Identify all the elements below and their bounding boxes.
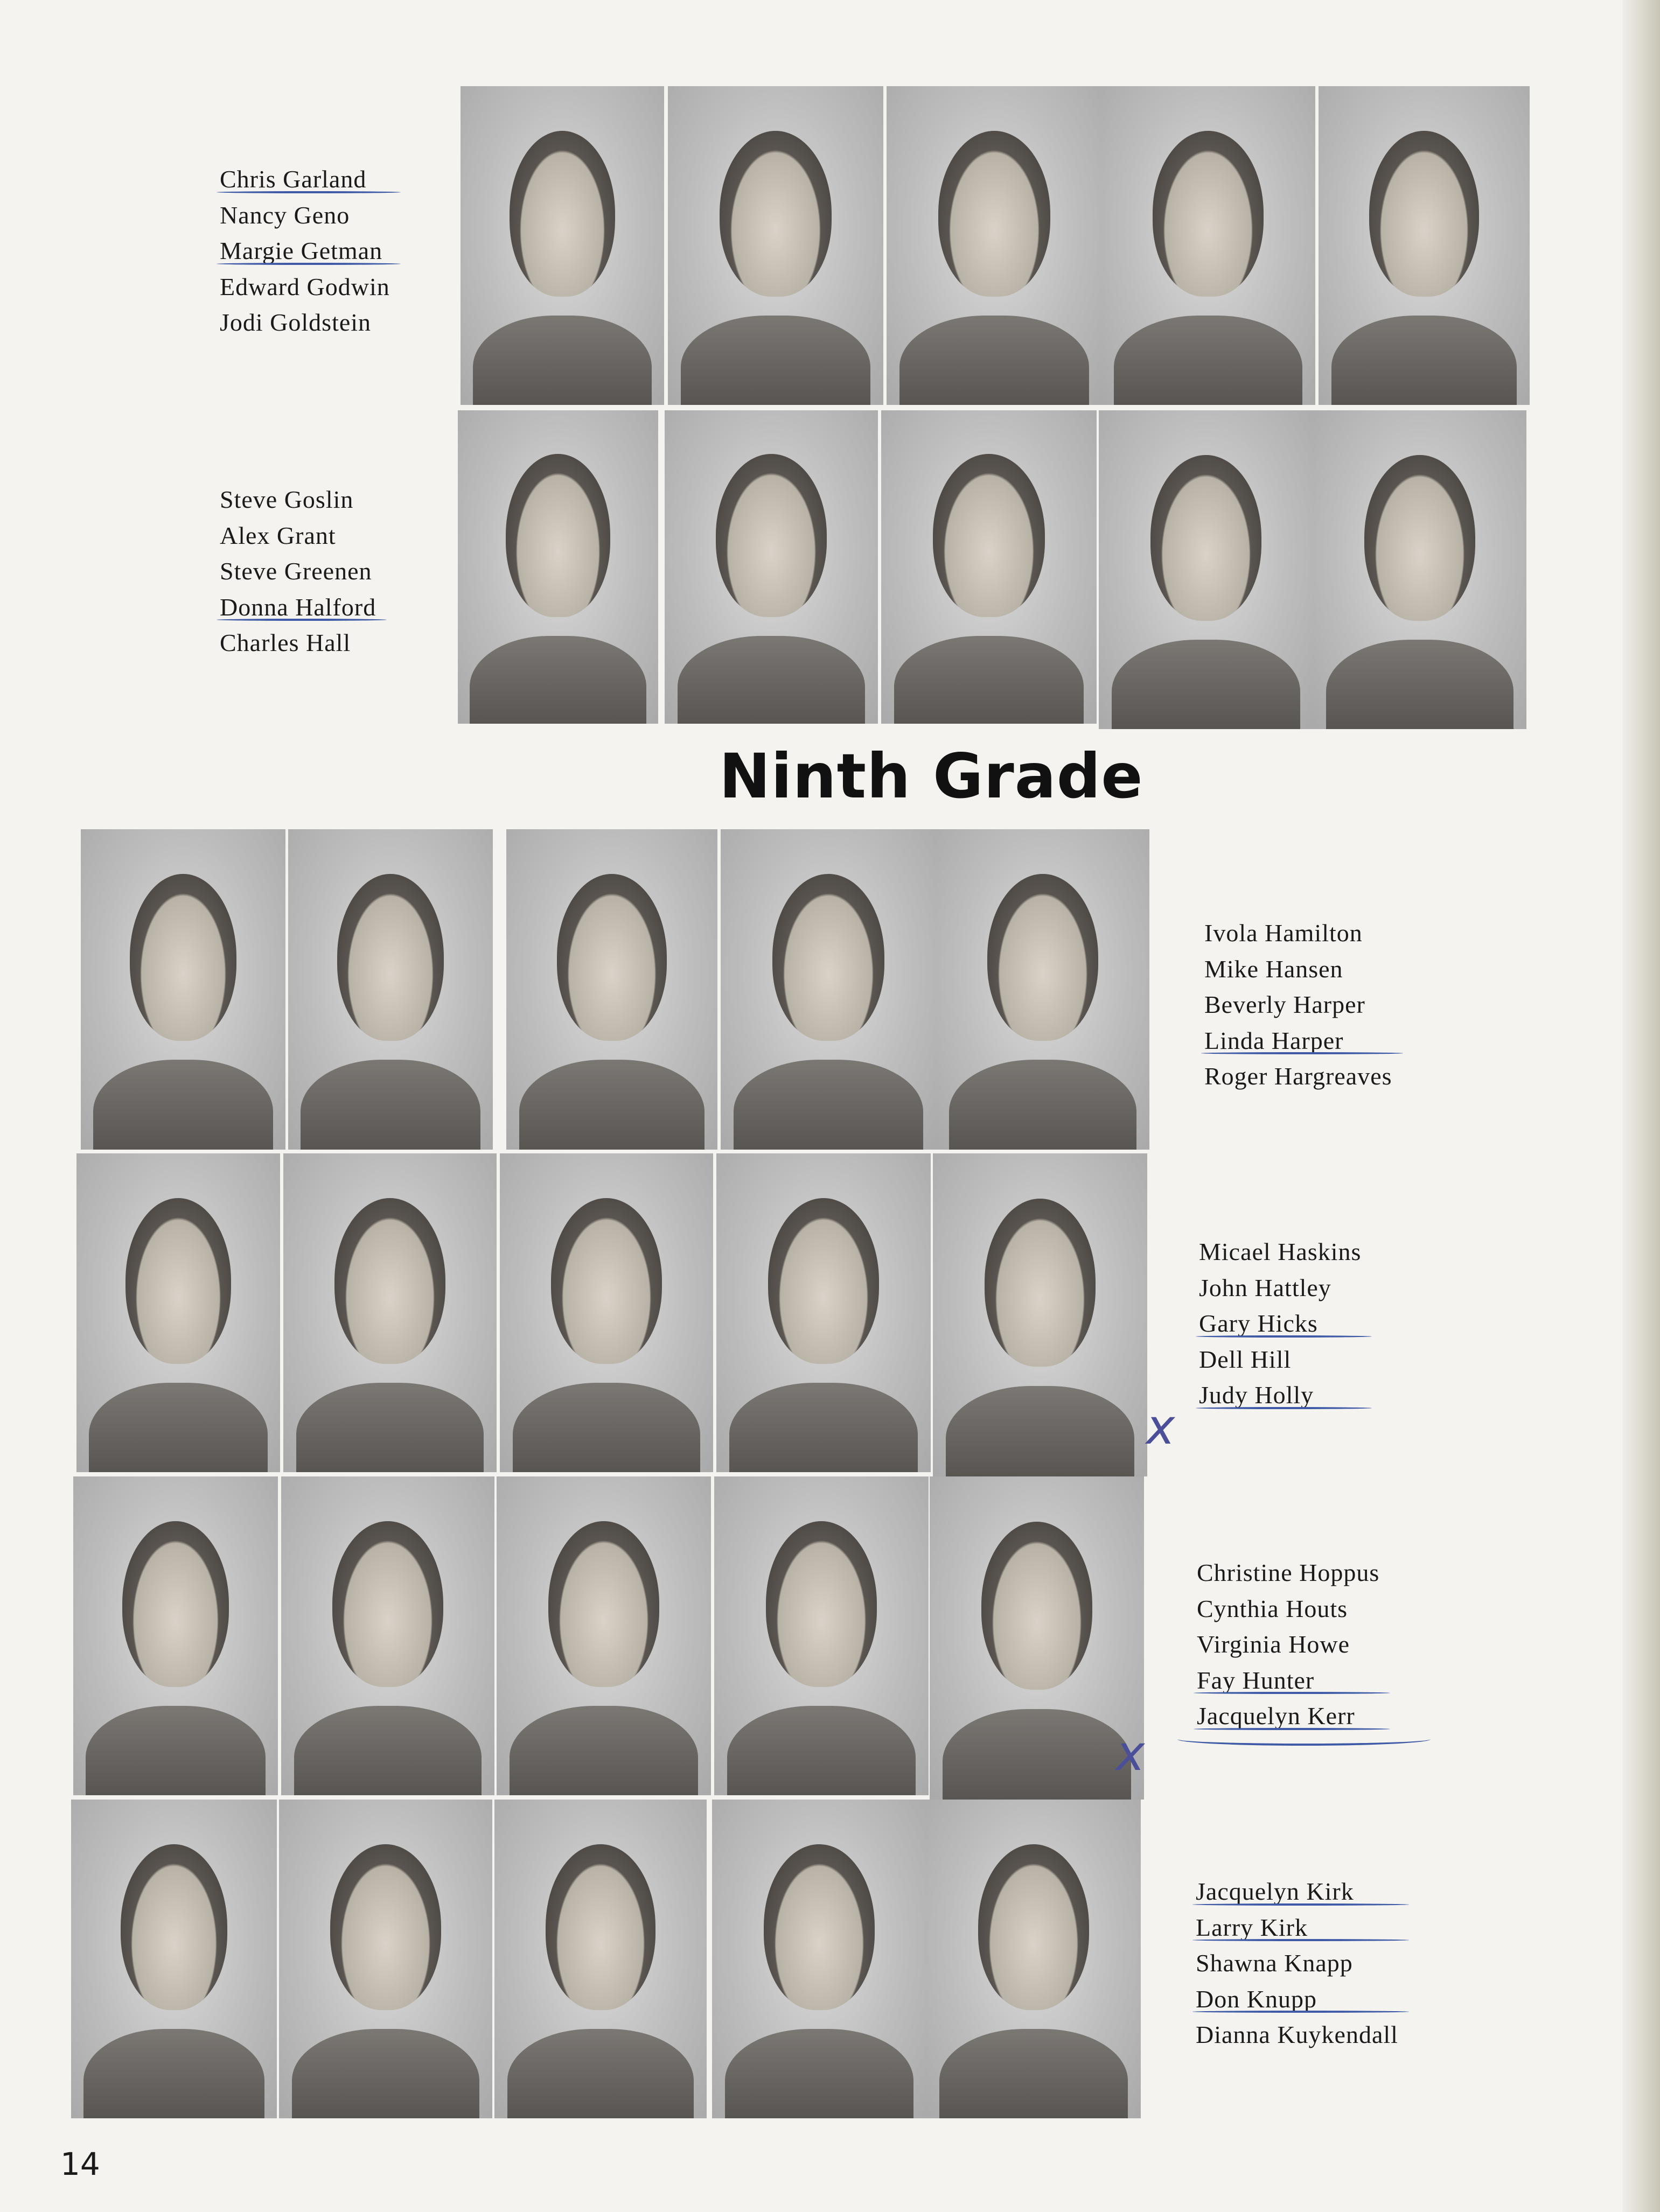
student-photo [500,1153,713,1472]
student-photo [1099,410,1313,729]
student-name: Mike Hansen [1204,955,1343,983]
student-name: Cynthia Houts [1197,1594,1348,1622]
student-photo [497,1476,711,1795]
student-photo [1101,86,1315,405]
student-name: Steve Greenen [220,557,372,585]
student-name: Roger Hargreaves [1204,1062,1392,1090]
pen-underline [1177,1733,1431,1746]
student-name: Shawna Knapp [1196,1949,1353,1977]
student-name: Judy Holly [1199,1377,1361,1413]
student-photo [81,829,285,1150]
student-name: Dianna Kuykendall [1196,2021,1398,2048]
handwritten-x-mark: x [1146,1399,1175,1455]
student-photo [506,829,717,1150]
student-name: John Hattley [1199,1273,1331,1301]
student-name: Donna Halford [220,590,376,626]
student-photo [668,86,883,405]
student-name: Dell Hill [1199,1345,1292,1373]
student-name: Gary Hicks [1199,1306,1361,1342]
student-photo [712,1800,926,2118]
student-photo [665,410,878,724]
page-edge [1622,0,1660,2212]
student-photo [1319,86,1530,405]
student-photo [716,1153,931,1472]
handwritten-x-mark: x [1116,1725,1145,1782]
student-photo [76,1153,280,1472]
student-photo [283,1153,497,1472]
student-photo [288,829,493,1150]
name-list-group-4 [1199,1234,1361,1413]
student-photo [887,86,1102,405]
student-name: Christine Hoppus [1197,1559,1380,1586]
student-photo [881,410,1097,724]
student-name: Steve Goslin [220,486,354,513]
student-photo [933,1153,1147,1476]
student-name: Nancy Geno [220,201,350,229]
student-photo [279,1800,492,2118]
student-name: Don Knupp [1196,1982,1398,2018]
student-name: Linda Harper [1204,1023,1392,1059]
page-number: 14 [60,2146,100,2182]
name-list-group-3 [1204,915,1392,1095]
name-list-group-2 [220,482,376,661]
student-name: Ivola Hamilton [1204,919,1363,947]
student-name: Fay Hunter [1197,1663,1379,1699]
student-name: Chris Garland [220,162,390,198]
student-name: Charles Hall [220,629,351,656]
student-photo [71,1800,277,2118]
student-name: Virginia Howe [1197,1630,1350,1658]
student-photo [714,1476,929,1795]
name-list-group-5 [1197,1555,1379,1734]
student-name: Micael Haskins [1199,1238,1362,1265]
section-title: Ninth Grade [719,740,1143,812]
student-photo [494,1800,707,2118]
student-photo [73,1476,278,1795]
student-name: Beverly Harper [1204,991,1365,1018]
student-name: Larry Kirk [1196,1910,1398,1946]
student-name: Alex Grant [220,521,336,549]
student-photo [1313,410,1526,729]
student-photo [721,829,936,1150]
student-name: Edward Godwin [220,272,390,300]
student-name: Jodi Goldstein [220,309,372,336]
student-name: Jacquelyn Kirk [1196,1874,1398,1910]
student-name: Margie Getman [220,233,390,269]
student-photo [458,410,658,724]
student-photo [281,1476,494,1795]
student-photo [926,1800,1141,2118]
name-list-group-1 [220,162,390,341]
student-photo [936,829,1149,1150]
student-name: Jacquelyn Kerr [1197,1698,1379,1734]
student-photo [930,1476,1144,1800]
student-photo [461,86,664,405]
name-list-group-6 [1196,1874,1398,2053]
